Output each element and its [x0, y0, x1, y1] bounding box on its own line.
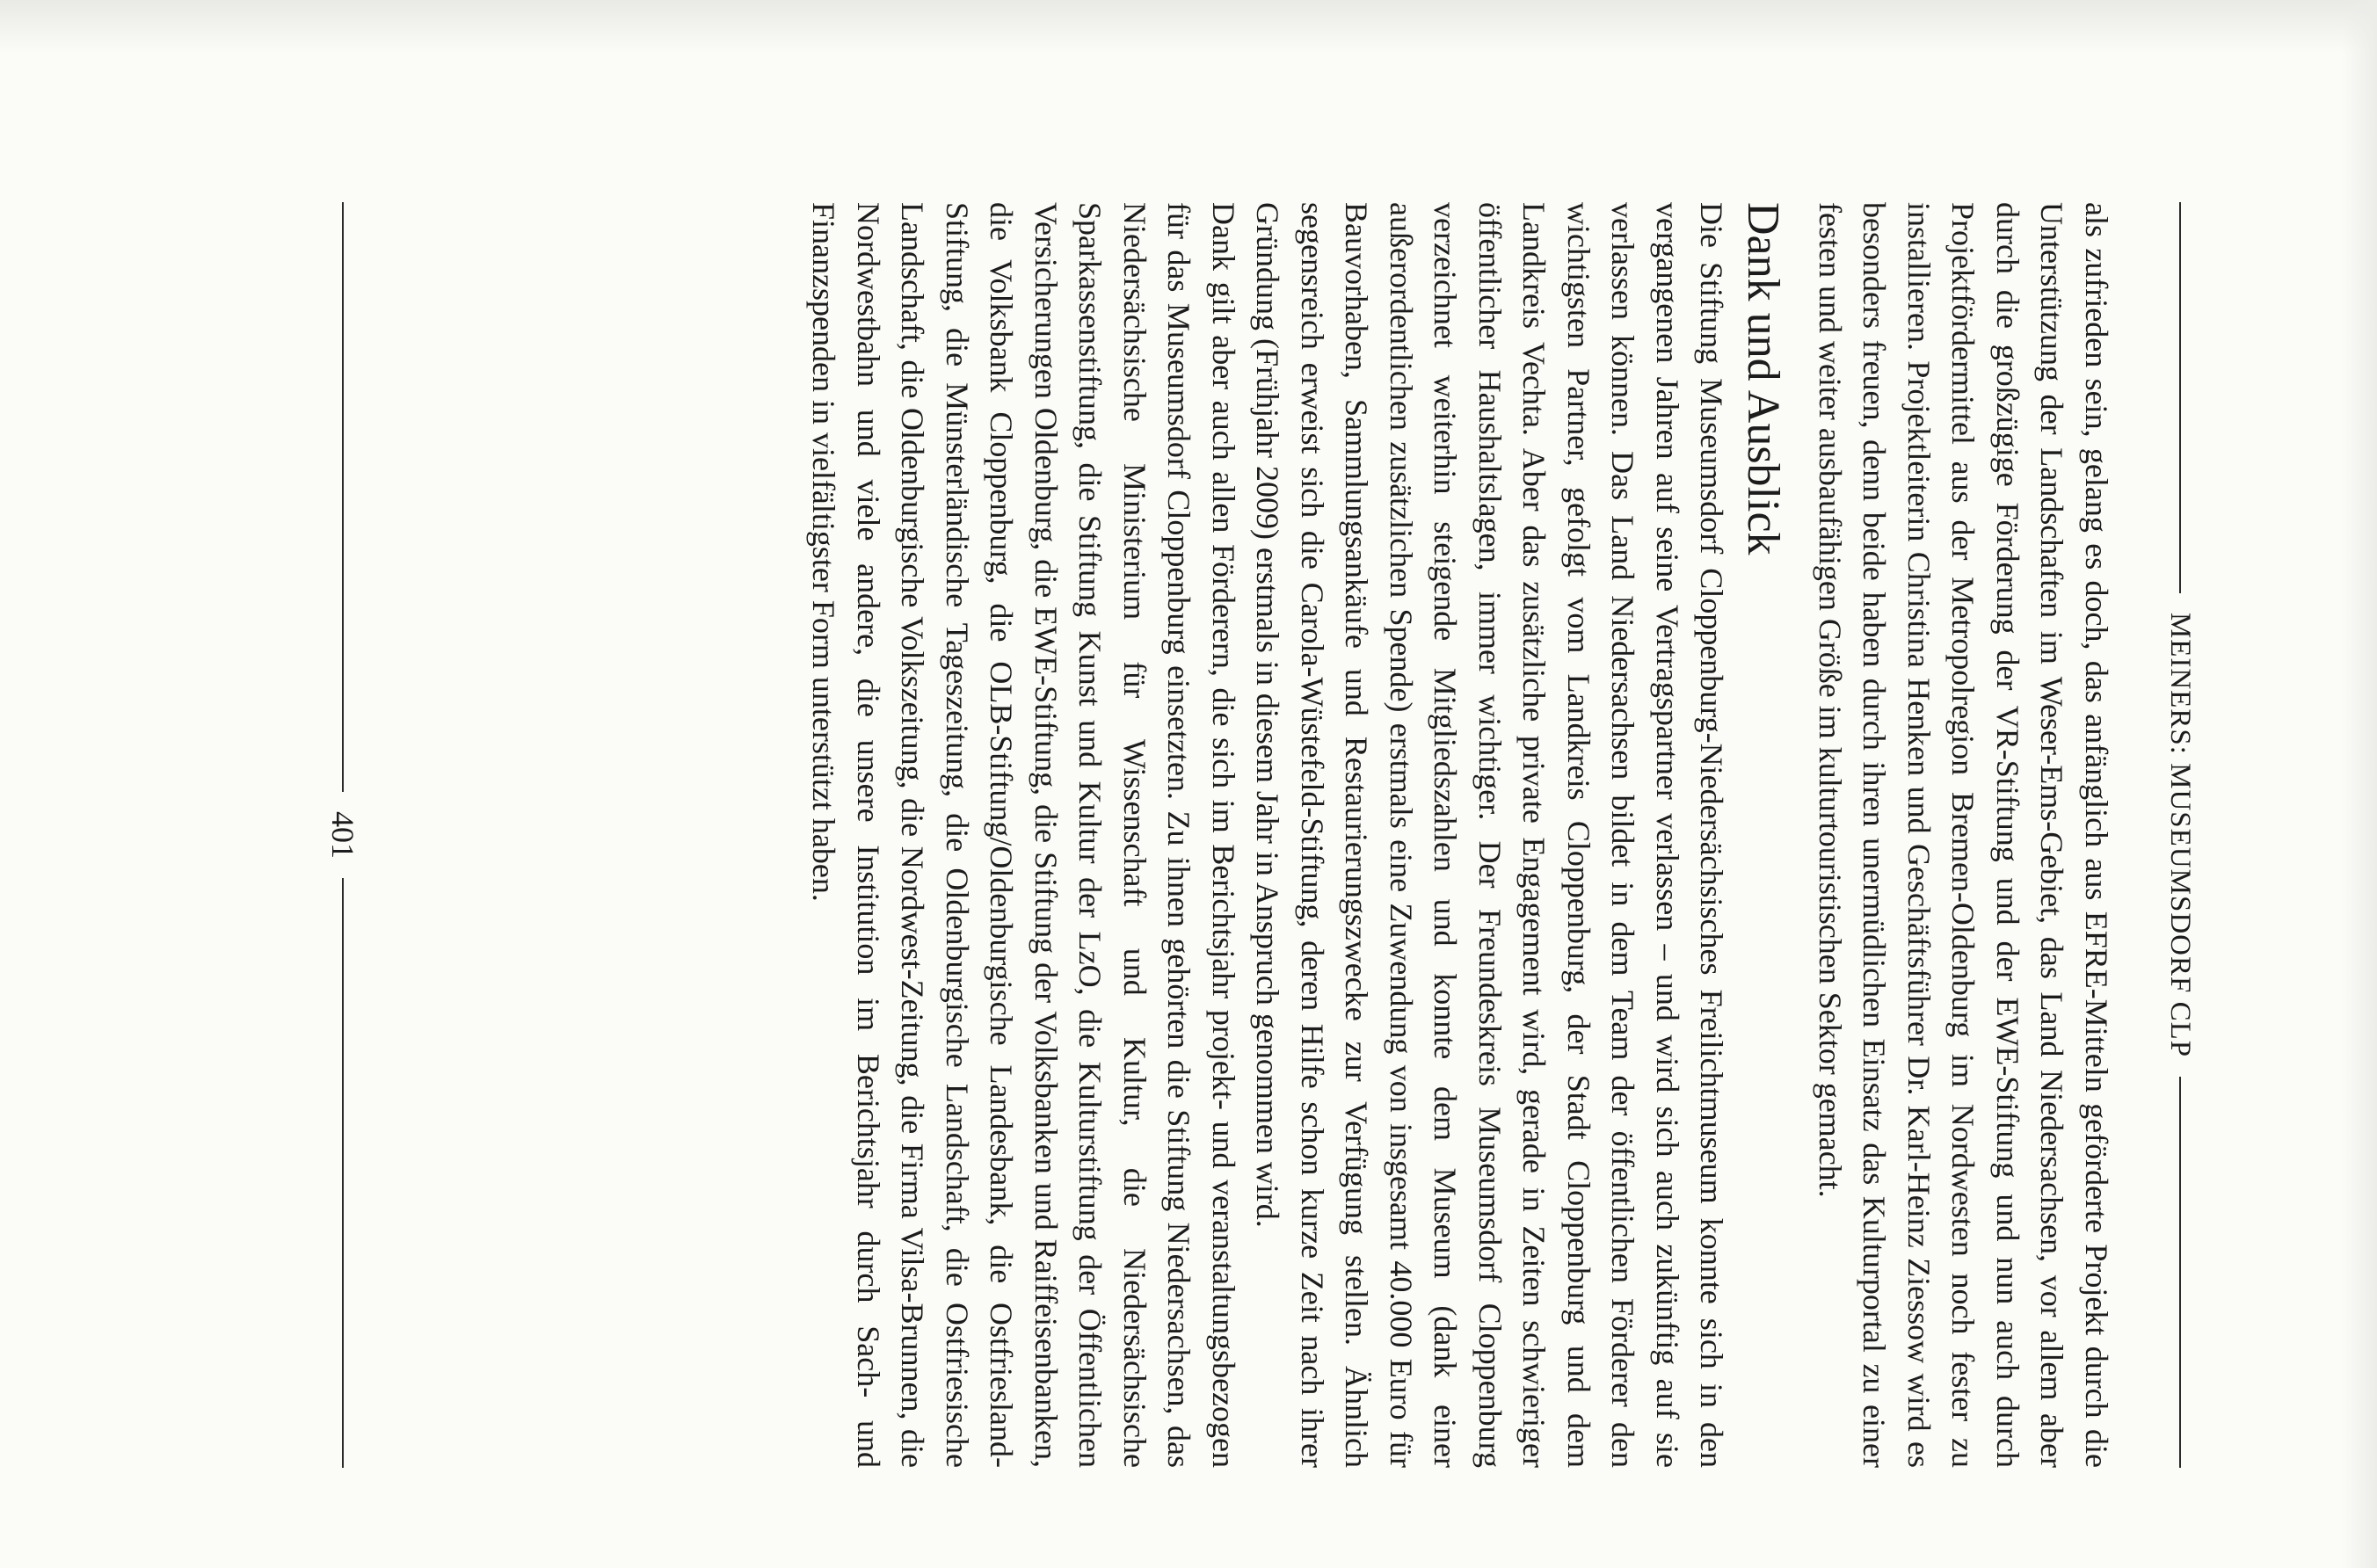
page-footer — [316, 202, 369, 1468]
header-rule-right — [2179, 1077, 2181, 1468]
scan-edge-top — [0, 0, 2377, 53]
page-number: 401 — [325, 811, 360, 859]
page-header — [2154, 202, 2206, 1468]
rotated-page — [185, 132, 2206, 1556]
body-text — [802, 202, 2119, 1468]
scan-edge-right — [2342, 0, 2377, 1568]
paragraph-continued: als zufrieden sein, gelang es doch, das anfänglich aus EFRE-Mitteln geförderte Projekt durch die Unterstützung der Landschaften im Weser-Ems-Gebiet, das Land Niedersachsen, vor allem aber durch die großzügige Förderung der VR-Stiftung und der EWE-Stiftung und nun auch durch Projektfördermittel aus der Metropolregion Bremen-Oldenburg im Nordwesten noch fester zu installieren. Projektleiterin Christina Henken und Geschäftsführer Dr. Karl-Heinz Ziessow wird es besonders freuen, denn beide haben durch ihren unermüdlichen Einsatz das Kulturportal zu einer festen und weiter ausbaufähigen Größe im kulturtouristischen Sektor gemacht. — [1813, 202, 2114, 1468]
footer-rule-left — [342, 202, 344, 792]
header-rule-left — [2179, 202, 2181, 593]
footer-rule-right — [342, 878, 344, 1468]
paragraph-foerderer: Dank gilt aber auch allen Förderern, die sich im Berichtsjahr projekt- und veranstaltungsbezogen für das Museumsdorf Cloppenburg einsetzten. Zu ihnen gehörten die Stiftung Niedersachsen, das Niedersächsische Ministerium für Wissenschaft und Kultur, die Niedersächsische Sparkassenstiftung, die Stiftung Kunst und Kultur der LzO, die Kulturstiftung der Öffentlichen Versicherungen Oldenburg, die EWE-Stiftung, die Stiftung der Volksbanken und Raiffeisenbanken, die Volksbank Cloppenburg, die OLB-Stiftung/Oldenburgische Landesbank, die Ostfriesland-Stiftung, die Münsterländische Tageszeitung, die Oldenburgische Landschaft, die Ostfriesische Landschaft, die Oldenburgische Volkszeitung, die Nordwest-Zeitung, die Firma Vilsa-Brunnen, die Nordwestbahn und viele andere, die unsere Institution im Berichtsjahr durch Sach- und Finanzspenden in vielfältigster Form unterstützt haben. — [806, 202, 1241, 1468]
running-head: MEINERS: MUSEUMSDORF CLP — [2164, 612, 2197, 1058]
paragraph-dank: Die Stiftung Museumsdorf Cloppenburg-Niedersächsisches Freilichtmuseum konnte sich in den vergangenen Jahren auf seine Vertragspartner verlassen – und wird sich auch zukünftig auf sie verlassen können. Das Land Niedersachsen bildet in dem Team der öffentlichen Förderer den wichtigsten Partner, gefolgt vom Landkreis Cloppenburg, der Stadt Cloppenburg und dem Landkreis Vechta. Aber das zusätzliche private Engagement wird, gerade in Zeiten schwieriger öffentlicher Haushaltslagen, immer wichtiger. Der Freundeskreis Museumsdorf Cloppenburg verzeichnet weiterhin steigende Mitgliedszahlen und konnte dem Museum (dank einer außerordentlichen zusätzlichen Spende) erstmals eine Zuwendung von insgesamt 40.000 Euro für Bauvorhaben, Sammlungsankäufe und Restaurierungszwecke zur Verfügung stellen. Ähnlich segensreich erweist sich die Carola-Wüstefeld-Stiftung, deren Hilfe schon kurze Zeit nach ihrer Gründung (Frühjahr 2009) erstmals in diesem Jahr in Anspruch genommen wird. — [1250, 202, 1730, 1468]
section-heading: Dank und Ausblick — [1738, 202, 1789, 555]
